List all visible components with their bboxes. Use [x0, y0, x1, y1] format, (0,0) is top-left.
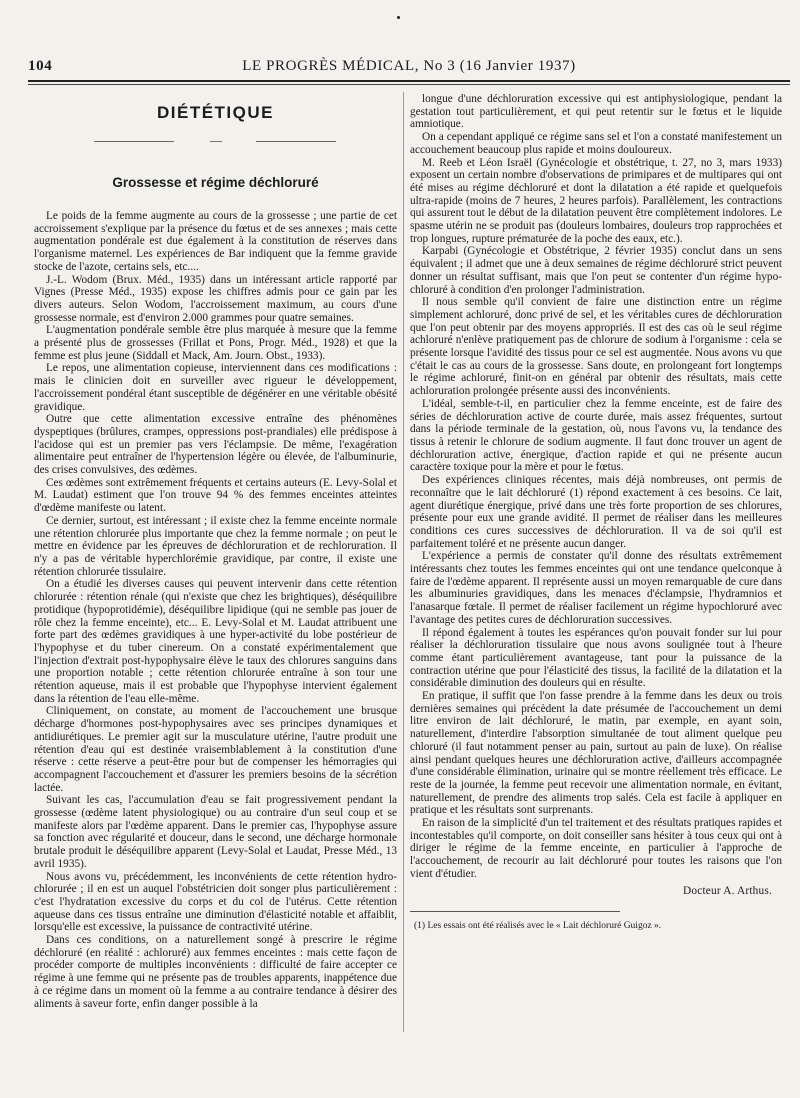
paragraph: J.-L. Wodom (Brux. Méd., 1935) dans un intéressant article rapporté par Vignes (Presse Méd., 1935) expose les chiffres admis pour ce gain par les divers auteurs. Selon Wodom, l'accroissement maximum, au cours d'une grossesse normale, est d'environ 2.000 grammes pour quatre semaines. [34, 273, 397, 324]
paragraph: L'augmentation pondérale semble être plus marquée à mesure que la femme a présenté plus de grossesses (Frillat et Pons, Progr. Méd., 1928) et que la femme est plus jeune (Siddall et Mack, Am. Journ. Obst., 1933). [34, 324, 397, 362]
author-signature: Docteur A. Arthus. [683, 884, 772, 897]
footnote-rule [410, 911, 620, 912]
paragraph: Dans ces conditions, on a naturellement songé à prescrire le régime déchloruré (en réalité : achloruré) aux femmes enceintes : mais cette façon de procéder comporte de multiples inconvénients : difficulté de faire accepter ce régime à une femme qui ne présente pas de troubles apparents, inappétence due à ce régime dans un moment où la femme a au contraire tendance à désirer des aliments à saveur forte, enfin danger possible à la [34, 934, 397, 1010]
paragraph: Suivant les cas, l'accumulation d'eau se fait progressivement pendant la grossesse (œdème latent physiologique) ou au contraire d'un seul coup et se manifeste alors par l'œdème apparent. Dans le premier cas, l'hypophyse assure sa fonction avec régularité et douceur, dans le second, une décharge hormonale brutale produit le déséquilibre apparent (Levy-Solal et Laudat, Presse Méd., 13 avril 1935). [34, 794, 397, 870]
paragraph: Il répond également à toutes les espérances qu'on pouvait fonder sur lui pour réaliser la déchloruration tissulaire que nous avons soulignée tout à l'heure comme étant particulièrement avantageuse, tant pour la puissance de la contraction utérine que pour l'élasticité des tissus, la facilité de la dilatation et la considérable diminution des douleurs qui en résulte. [410, 626, 782, 690]
paragraph: On a étudié les diverses causes qui peuvent intervenir dans cette rétention chlorurée : rétention rénale (qui n'existe que chez les brightiques), déséquilibre protidique (hypoprotidémie), déséquilibre lipidique (qui ne semble pas jouer de rôle chez la femme enceinte), etc... E. Levy-Solal et M. Laudat attribuent une forte part des œdèmes gravidiques à une hyper-activité du lobe postérieur de l'hypophyse et du tuber cinereum. On a constaté expérimentalement que l'injection d'extrait post-hypophysaire élève le taux des chlorures sanguins dans une proportion notable ; cette rétention chlorurée entraîne à son tour une rétention aqueuse, mais il est probable que l'hypophyse intervient également dans la rétention de l'eau elle-même. [34, 578, 397, 705]
paragraph: Ces œdèmes sont extrêmement fréquents et certains auteurs (E. Levy-Solal et M. Laudat) estiment que l'on trouve 94 % des femmes enceintes atteintes d'œdème manifeste ou latent. [34, 476, 397, 515]
header-rule-thick [28, 80, 790, 82]
paragraph: Outre que cette alimentation excessive entraîne des phénomènes dyspeptiques (brûlures, crampes, oppressions post-prandiales) elle prédispose à l'acidose qui est un premier pas vers l'éclampsie. De même, l'exagération alimentaire peut entraîner de l'hypertension légère ou élevée, de l'albuminurie, des crises convulsives, des œdèmes. [34, 413, 397, 477]
running-title: LE PROGRÈS MÉDICAL, No 3 (16 Janvier 1937) [242, 58, 576, 74]
section-title: DIÉTÉTIQUE [156, 103, 274, 122]
article-title: Grossesse et régime déchloruré [112, 175, 319, 190]
right-paragraphs [410, 93, 782, 881]
paragraph: En raison de la simplicité d'un tel traitement et des résultats pratiques rapides et incontestables qu'il comporte, on doit conseiller sans hésiter à tous ceux qui ont à diriger le régime de la femme enceinte, en particulier à l'approche de l'accouchement, de recourir au lait déchloruré pour toutes les raisons que l'on vient d'étudier. [410, 817, 782, 880]
right-column [410, 93, 782, 1023]
paragraph: Le poids de la femme augmente au cours de la grossesse ; une partie de cet accroissement s'explique par la présence du fœtus et de ses annexes ; mais cette augmentation pondérale est due également à la constitution de réserves dans l'organisme maternel. Les expériences de Bar indiquent que la femme gravide stocke de l'azote, certains sels, etc.... [34, 210, 397, 273]
print-speck [397, 16, 400, 19]
paragraph: On a cependant appliqué ce régime sans sel et l'on a constaté manifestement un accouchement beaucoup plus rapide et moins douloureux. [410, 131, 782, 156]
paragraph: Des expériences cliniques récentes, mais déjà nombreuses, ont permis de reconnaître que le lait déchloruré (1) répond exactement à ces besoins. Ce lait, agent diurétique énergique, privé dans une très forte proportion de ses chlorures, présente pour eux une grande avidité. Il permet de réaliser dans les meilleures conditions ces cures successives de déchloruration. Il va de soi qu'il est parfaitement toléré et ne présente aucun danger. [410, 474, 782, 550]
paragraph: Ce dernier, surtout, est intéressant ; il existe chez la femme enceinte normale une rétention chlorurée plus importante que chez la femme normale ; on peut le mettre en évidence par les épreuves de déchloruration et de rechloruration. Il n'y a pas de véritable hyperchlorémie gravidique, par contre, il existe une rétention chlorurée tissulaire. [34, 514, 397, 578]
paragraph: L'expérience a permis de constater qu'il donne des résultats extrêmement intéressants chez toutes les femmes enceintes qui ont une tendance quelconque à faire de l'œdème apparent. Il représente aussi un moyen remarquable de cure dans les albuminuries gravidiques, dans les menaces d'éclampsie, l'hydramnios et l'anasarque fœtale. Il permet de réaliser facilement un régime hypochloruré avec l'avantage des petites cures de déchloruration successives. [410, 550, 782, 626]
paragraph: L'idéal, semble-t-il, en particulier chez la femme enceinte, est de faire des séries de déchloruration active de courte durée, mais assez fréquentes, surtout dans la période terminale de la gestation, où, nous l'avons vu, la tendance des tissus à retenir le chlorure de sodium augmente. Il faut donc trouver un agent de déchloruration active, énergique, d'action rapide et qui ne présente aucun caractère toxique pour la mère et pour le fœtus. [410, 397, 782, 474]
paragraph: longue d'une déchloruration excessive qui est antiphysiologique, pendant la gestation tout particulièrement, et qui peut retentir sur le fœtus et le liquide amniotique. [410, 93, 782, 131]
paragraph: Cliniquement, on constate, au moment de l'accouchement une brusque décharge d'hormones post-hypophysaires avec ses principes dynamiques et antidiurétiques. Le premier agit sur la musculature utérine, l'autre produit une rétention d'eau qui est destinée vraisemblablement à la constitution d'une réserve : cette réserve a peut-être pour but de compenser les hémorragies qui accompagnent l'accouchement et d'assurer les premiers besoins de la sécrétion lactée. [34, 705, 397, 794]
column-divider [403, 92, 404, 1032]
paragraph: Il nous semble qu'il convient de faire une distinction entre un régime simplement achloruré, donc privé de sel, et les véritables cures de déchloruration que l'on peut obtenir par des moyens appropriés. Il est des cas où le seul régime achloruré n'enlève pratiquement pas de chlorure de sodium à l'organisme : cela se présente lorsque l'avidité des tissus pour ce sel est augmentée. Nous avons vu que c'était le cas au cours de la grossesse. Sans doute, en prolongeant fort longtemps le régime achloruré, finit-on en général par obtenir des résultats, mais cette achloruration prolongée présente aussi des inconvénients. [410, 296, 782, 398]
title-ornament [34, 129, 397, 153]
ornament-line-left [94, 141, 174, 142]
paragraph: Karpabi (Gynécologie et Obstétrique, 2 février 1935) conclut dans un sens équivalent ; il admet que une à deux semaines de régime déchloruré strict peuvent donner un résultat suffisant, mais que l'on peut se contenter d'un régime hypo-chloruré à condition d'en prolonger l'administration. [410, 245, 782, 296]
footnote: (1) Les essais ont été réalisés avec le « Lait déchloruré Guigoz ». [414, 920, 662, 931]
left-paragraphs [34, 210, 397, 1010]
paragraph: Le repos, une alimentation copieuse, interviennent dans ces modifications : mais le clinicien doit en surveiller avec rigueur le développement, l'accroissement pondéral étant susceptible de dégénérer en une véritable obésité gravidique. [34, 362, 397, 413]
header-rule-thin [28, 84, 790, 85]
page-header [28, 58, 790, 78]
ornament-line-right [256, 141, 336, 142]
ornament-mark: — [210, 133, 222, 147]
paragraph: M. Reeb et Léon Israël (Gynécologie et obstétrique, t. 27, no 3, mars 1933) exposent un certain nombre d'observations de primipares et de multipares qui ont été mises au régime déchloruré et dont la dilatation a été rapide et quelquefois ultra-rapide (moins de 7 heures, 2 heures parfois). Parallèlement, les contractions qui assurent tout le début de la dilatation peuvent être complètement indolores. Le spasme utérin ne se produit pas (douleurs lombaires, douleurs trop rapprochées et trop longues, rupture prématurée de la poche des eaux, etc.). [410, 156, 782, 245]
left-column [34, 95, 397, 1025]
paragraph: Nous avons vu, précédemment, les inconvénients de cette rétention hydro-chlorurée ; il en est un auquel l'obstétricien doit songer plus particulièrement : c'est l'hydratation excessive du corps et du col de l'utérus. Cette rétention aqueuse dans ces tissus entraîne une diminution d'élasticité notable et affaiblit, lorsqu'elle est excessive, la puissance de contractivité utérine. [34, 870, 397, 934]
paragraph: En pratique, il suffit que l'on fasse prendre à la femme dans les deux ou trois dernières semaines qui précèdent la date présumée de l'accouchement un demi litre environ de lait déchloruré, le matin, par exemple, en ayant soin, naturellement, d'interdire l'absorption simultanée de tout aliment quelque peu chloruré (il faut notamment penser au pain, surtout au pain de luxe). On réalise ainsi pendant quelques heures une déchloruration active, d'ailleurs accompagnée d'une considérable élimination, urinaire qui se montre réellement très efficace. Le reste de la journée, la femme peut recevoir une alimentation normale, en évitant, naturellement, de prendre des aliments trop salés. Cela est facile à appliquer en pratique et les résultats sont surprenants. [410, 690, 782, 817]
page-number: 104 [28, 58, 53, 74]
